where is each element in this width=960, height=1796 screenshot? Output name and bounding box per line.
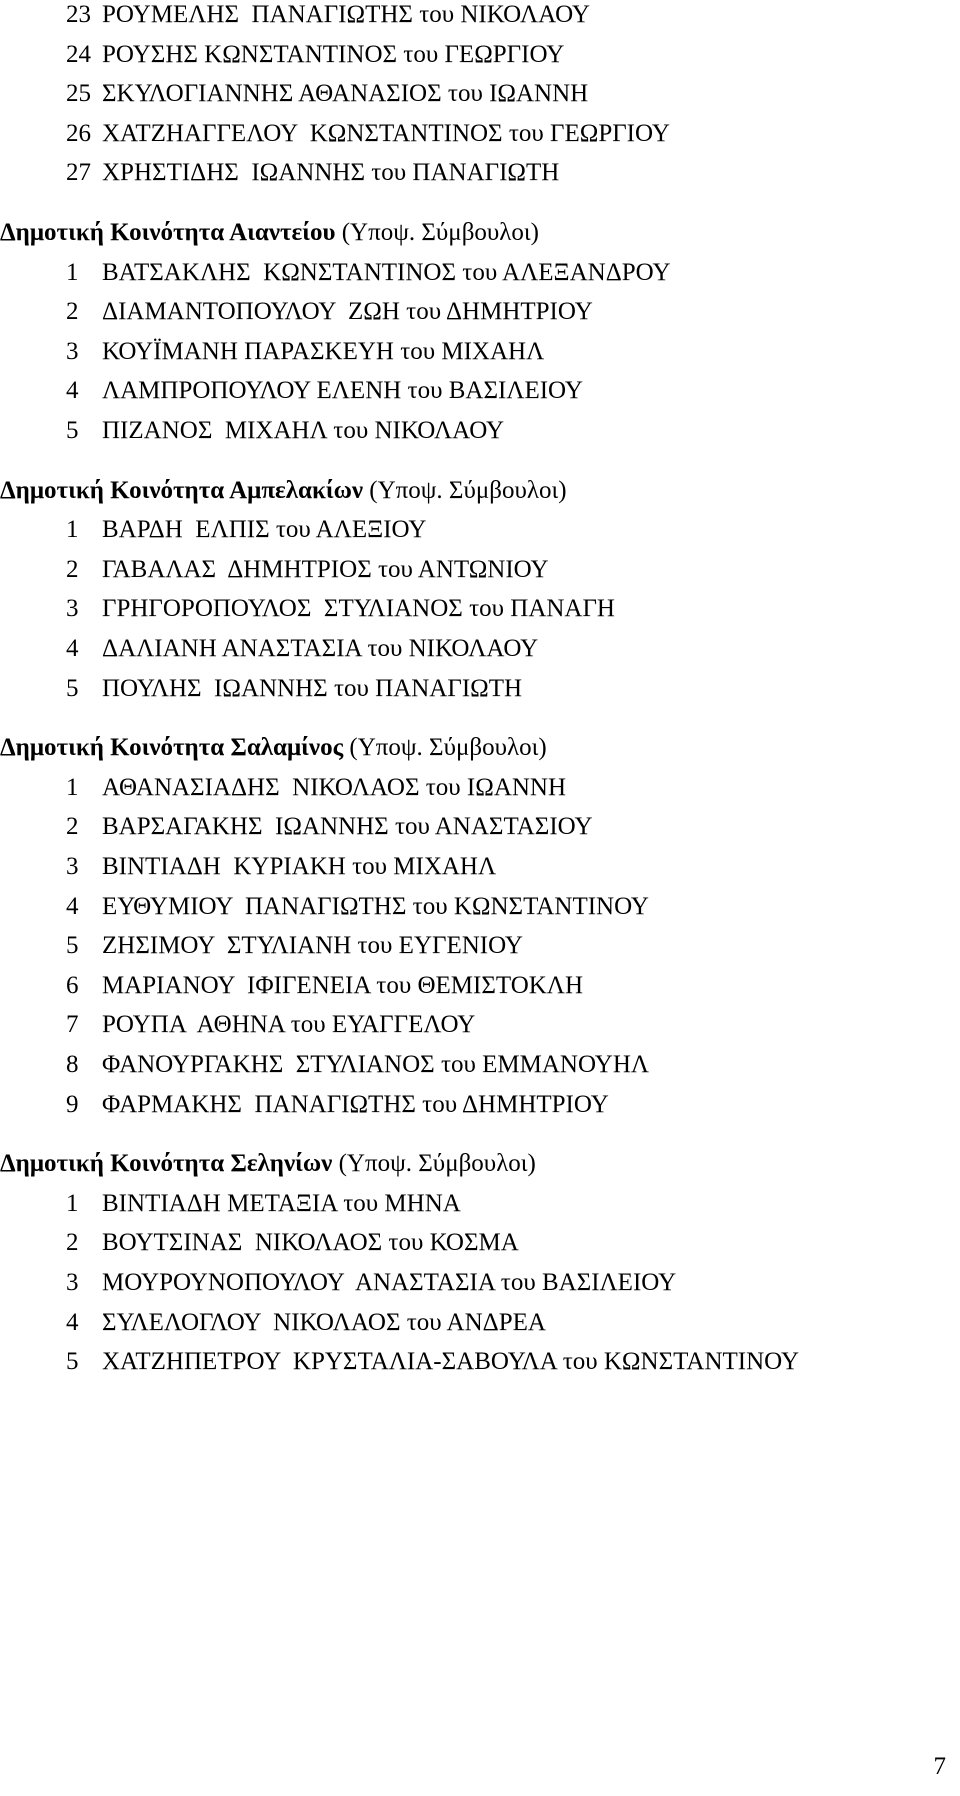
item-number: 2 [66,298,79,326]
item-name: ΓΑΒΑΛΑΣ ΔΗΜΗΤΡΙΟΣ του ΑΝΤΩΝΙΟΥ [102,555,549,583]
list-item [0,1308,960,1338]
list-item [0,931,960,961]
item-number: 4 [66,892,79,920]
item-number: 1 [66,258,79,286]
section-heading-subtitle: (Υποψ. Σύμβουλοι) [363,476,567,504]
page-number: 7 [933,1753,946,1780]
item-number: 2 [66,555,79,583]
list-item [0,119,960,149]
item-name: ΖΗΣΙΜΟΥ ΣΤΥΛΙΑΝΗ του ΕΥΓΕΝΙΟΥ [102,932,523,960]
item-name: ΦΑΡΜΑΚΗΣ ΠΑΝΑΓΙΩΤΗΣ του ΔΗΜΗΤΡΙΟΥ [102,1090,609,1118]
item-number: 5 [66,417,79,444]
item-name: ΧΑΤΖΗΠΕΤΡΟΥ ΚΡΥΣΤΑΛΙΑ-ΣΑΒΟΥΛΑ του ΚΩΝΣΤΑΝΤΙΝΟΥ [102,1348,800,1376]
item-name: ΧΡΗΣΤΙΔΗΣ ΙΩΑΝΝΗΣ του ΠΑΝΑΓΙΩΤΗ [102,159,560,187]
item-number: 3 [66,853,79,880]
item-number: 27 [66,159,91,187]
list-item [0,1228,960,1258]
list-item [0,1010,960,1040]
list-item [0,416,960,446]
item-number: 24 [66,40,91,68]
section-heading-title: Δημοτική Κοινότητα Σαλαμίνος [0,734,344,762]
item-name: ΒΙΝΤΙΑΔΗ ΜΕΤΑΞΙΑ του ΜΗΝΑ [102,1189,461,1217]
list-item [0,40,960,70]
section-heading [0,733,547,763]
list-item [0,892,960,922]
item-name: ΔΑΛΙΑΝΗ ΑΝΑΣΤΑΣΙΑ του ΝΙΚΟΛΑΟΥ [102,635,539,662]
item-name: ΦΑΝΟΥΡΓΑΚΗΣ ΣΤΥΛΙΑΝΟΣ του ΕΜΜΑΝΟΥΗΛ [102,1051,649,1078]
item-name: ΚΟΥΪΜΑΝΗ ΠΑΡΑΣΚΕΥΗ του ΜΙΧΑΗΛ [102,337,545,365]
item-number: 5 [66,674,79,702]
item-name: ΒΑΤΣΑΚΛΗΣ ΚΩΝΣΤΑΝΤΙΝΟΣ του ΑΛΕΞΑΝΔΡΟΥ [102,258,671,286]
section-heading-subtitle: (Υποψ. Σύμβουλοι) [335,219,539,246]
item-number: 4 [66,1308,79,1336]
item-number: 26 [66,119,91,147]
item-name: ΡΟΥΜΕΛΗΣ ΠΑΝΑΓΙΩΤΗΣ του ΝΙΚΟΛΑΟΥ [102,1,590,28]
item-number: 23 [66,1,91,28]
list-item [0,376,960,406]
item-number: 2 [66,1229,79,1257]
item-number: 8 [66,1051,79,1078]
list-item [0,594,960,624]
section-heading-subtitle: (Υποψ. Σύμβουλοι) [343,734,547,762]
item-number: 25 [66,80,91,108]
list-item [0,158,960,188]
item-number: 5 [66,932,79,960]
list-item [0,337,960,367]
section-heading-title: Δημοτική Κοινότητα Σεληνίων [0,1150,333,1178]
item-name: ΕΥΘΥΜΙΟΥ ΠΑΝΑΓΙΩΤΗΣ του ΚΩΝΣΤΑΝΤΙΝΟΥ [102,892,649,920]
list-item [0,555,960,585]
section-heading [0,476,567,506]
section-heading-subtitle: (Υποψ. Σύμβουλοι) [332,1150,536,1178]
item-name: ΣΚΥΛΟΓΙΑΝΝΗΣ ΑΘΑΝΑΣΙΟΣ του ΙΩΑΝΝΗ [102,80,589,108]
item-number: 3 [66,1269,79,1296]
item-name: ΒΟΥΤΣΙΝΑΣ ΝΙΚΟΛΑΟΣ του ΚΟΣΜΑ [102,1229,519,1257]
item-number: 1 [66,1189,79,1217]
item-number: 3 [66,595,79,623]
list-item [0,1268,960,1298]
list-item [0,297,960,327]
item-name: ΒΙΝΤΙΑΔΗ ΚΥΡΙΑΚΗ του ΜΙΧΑΗΛ [102,853,497,880]
list-item [0,1050,960,1080]
item-name: ΒΑΡΣΑΓΑΚΗΣ ΙΩΑΝΝΗΣ του ΑΝΑΣΤΑΣΙΟΥ [102,813,593,841]
list-item [0,1090,960,1120]
item-name: ΑΘΑΝΑΣΙΑΔΗΣ ΝΙΚΟΛΑΟΣ του ΙΩΑΝΝΗ [102,773,567,801]
list-item [0,79,960,109]
item-name: ΧΑΤΖΗΑΓΓΕΛΟΥ ΚΩΝΣΤΑΝΤΙΝΟΣ του ΓΕΩΡΓΙΟΥ [102,119,670,147]
item-number: 5 [66,1348,79,1376]
item-number: 7 [66,1011,79,1039]
item-number: 6 [66,971,79,999]
item-name: ΓΡΗΓΟΡΟΠΟΥΛΟΣ ΣΤΥΛΙΑΝΟΣ του ΠΑΝΑΓΗ [102,595,615,623]
item-name: ΡΟΥΣΗΣ ΚΩΝΣΤΑΝΤΙΝΟΣ του ΓΕΩΡΓΙΟΥ [102,40,565,68]
item-number: 2 [66,813,79,841]
item-name: ΜΑΡΙΑΝΟΥ ΙΦΙΓΕΝΕΙΑ του ΘΕΜΙΣΤΟΚΛΗ [102,971,583,999]
item-name: ΣΥΛΕΛΟΓΛΟΥ ΝΙΚΟΛΑΟΣ του ΑΝΔΡΕΑ [102,1308,546,1336]
item-number: 4 [66,635,79,662]
item-number: 4 [66,377,79,405]
list-item [0,1347,960,1377]
list-item [0,674,960,704]
item-name: ΒΑΡΔΗ ΕΛΠΙΣ του ΑΛΕΞΙΟΥ [102,516,427,544]
section-heading-title: Δημοτική Κοινότητα Αιαντείου [0,219,336,246]
list-item [0,773,960,803]
list-item [0,0,960,30]
list-item [0,258,960,288]
item-number: 9 [66,1090,79,1118]
item-number: 1 [66,773,79,801]
item-name: ΜΟΥΡΟΥΝΟΠΟΥΛΟΥ ΑΝΑΣΤΑΣΙΑ του ΒΑΣΙΛΕΙΟΥ [102,1269,677,1296]
section-heading-title: Δημοτική Κοινότητα Αμπελακίων [0,476,364,504]
item-number: 3 [66,337,79,365]
item-name: ΡΟΥΠΑ ΑΘΗΝΑ του ΕΥΑΓΓΕΛΟΥ [102,1011,476,1039]
list-item [0,634,960,664]
list-item [0,971,960,1001]
item-name: ΛΑΜΠΡΟΠΟΥΛΟΥ ΕΛΕΝΗ του ΒΑΣΙΛΕΙΟΥ [102,377,583,405]
item-name: ΠΟΥΛΗΣ ΙΩΑΝΝΗΣ του ΠΑΝΑΓΙΩΤΗ [102,674,523,702]
section-heading [0,218,539,248]
list-item [0,812,960,842]
list-item [0,852,960,882]
item-name: ΔΙΑΜΑΝΤΟΠΟΥΛΟΥ ΖΩΗ του ΔΗΜΗΤΡΙΟΥ [102,298,593,326]
list-item [0,1189,960,1219]
list-item [0,515,960,545]
item-name: ΠΙΖΑΝΟΣ ΜΙΧΑΗΛ του ΝΙΚΟΛΑΟΥ [102,417,505,444]
item-number: 1 [66,516,79,544]
section-heading [0,1149,536,1179]
